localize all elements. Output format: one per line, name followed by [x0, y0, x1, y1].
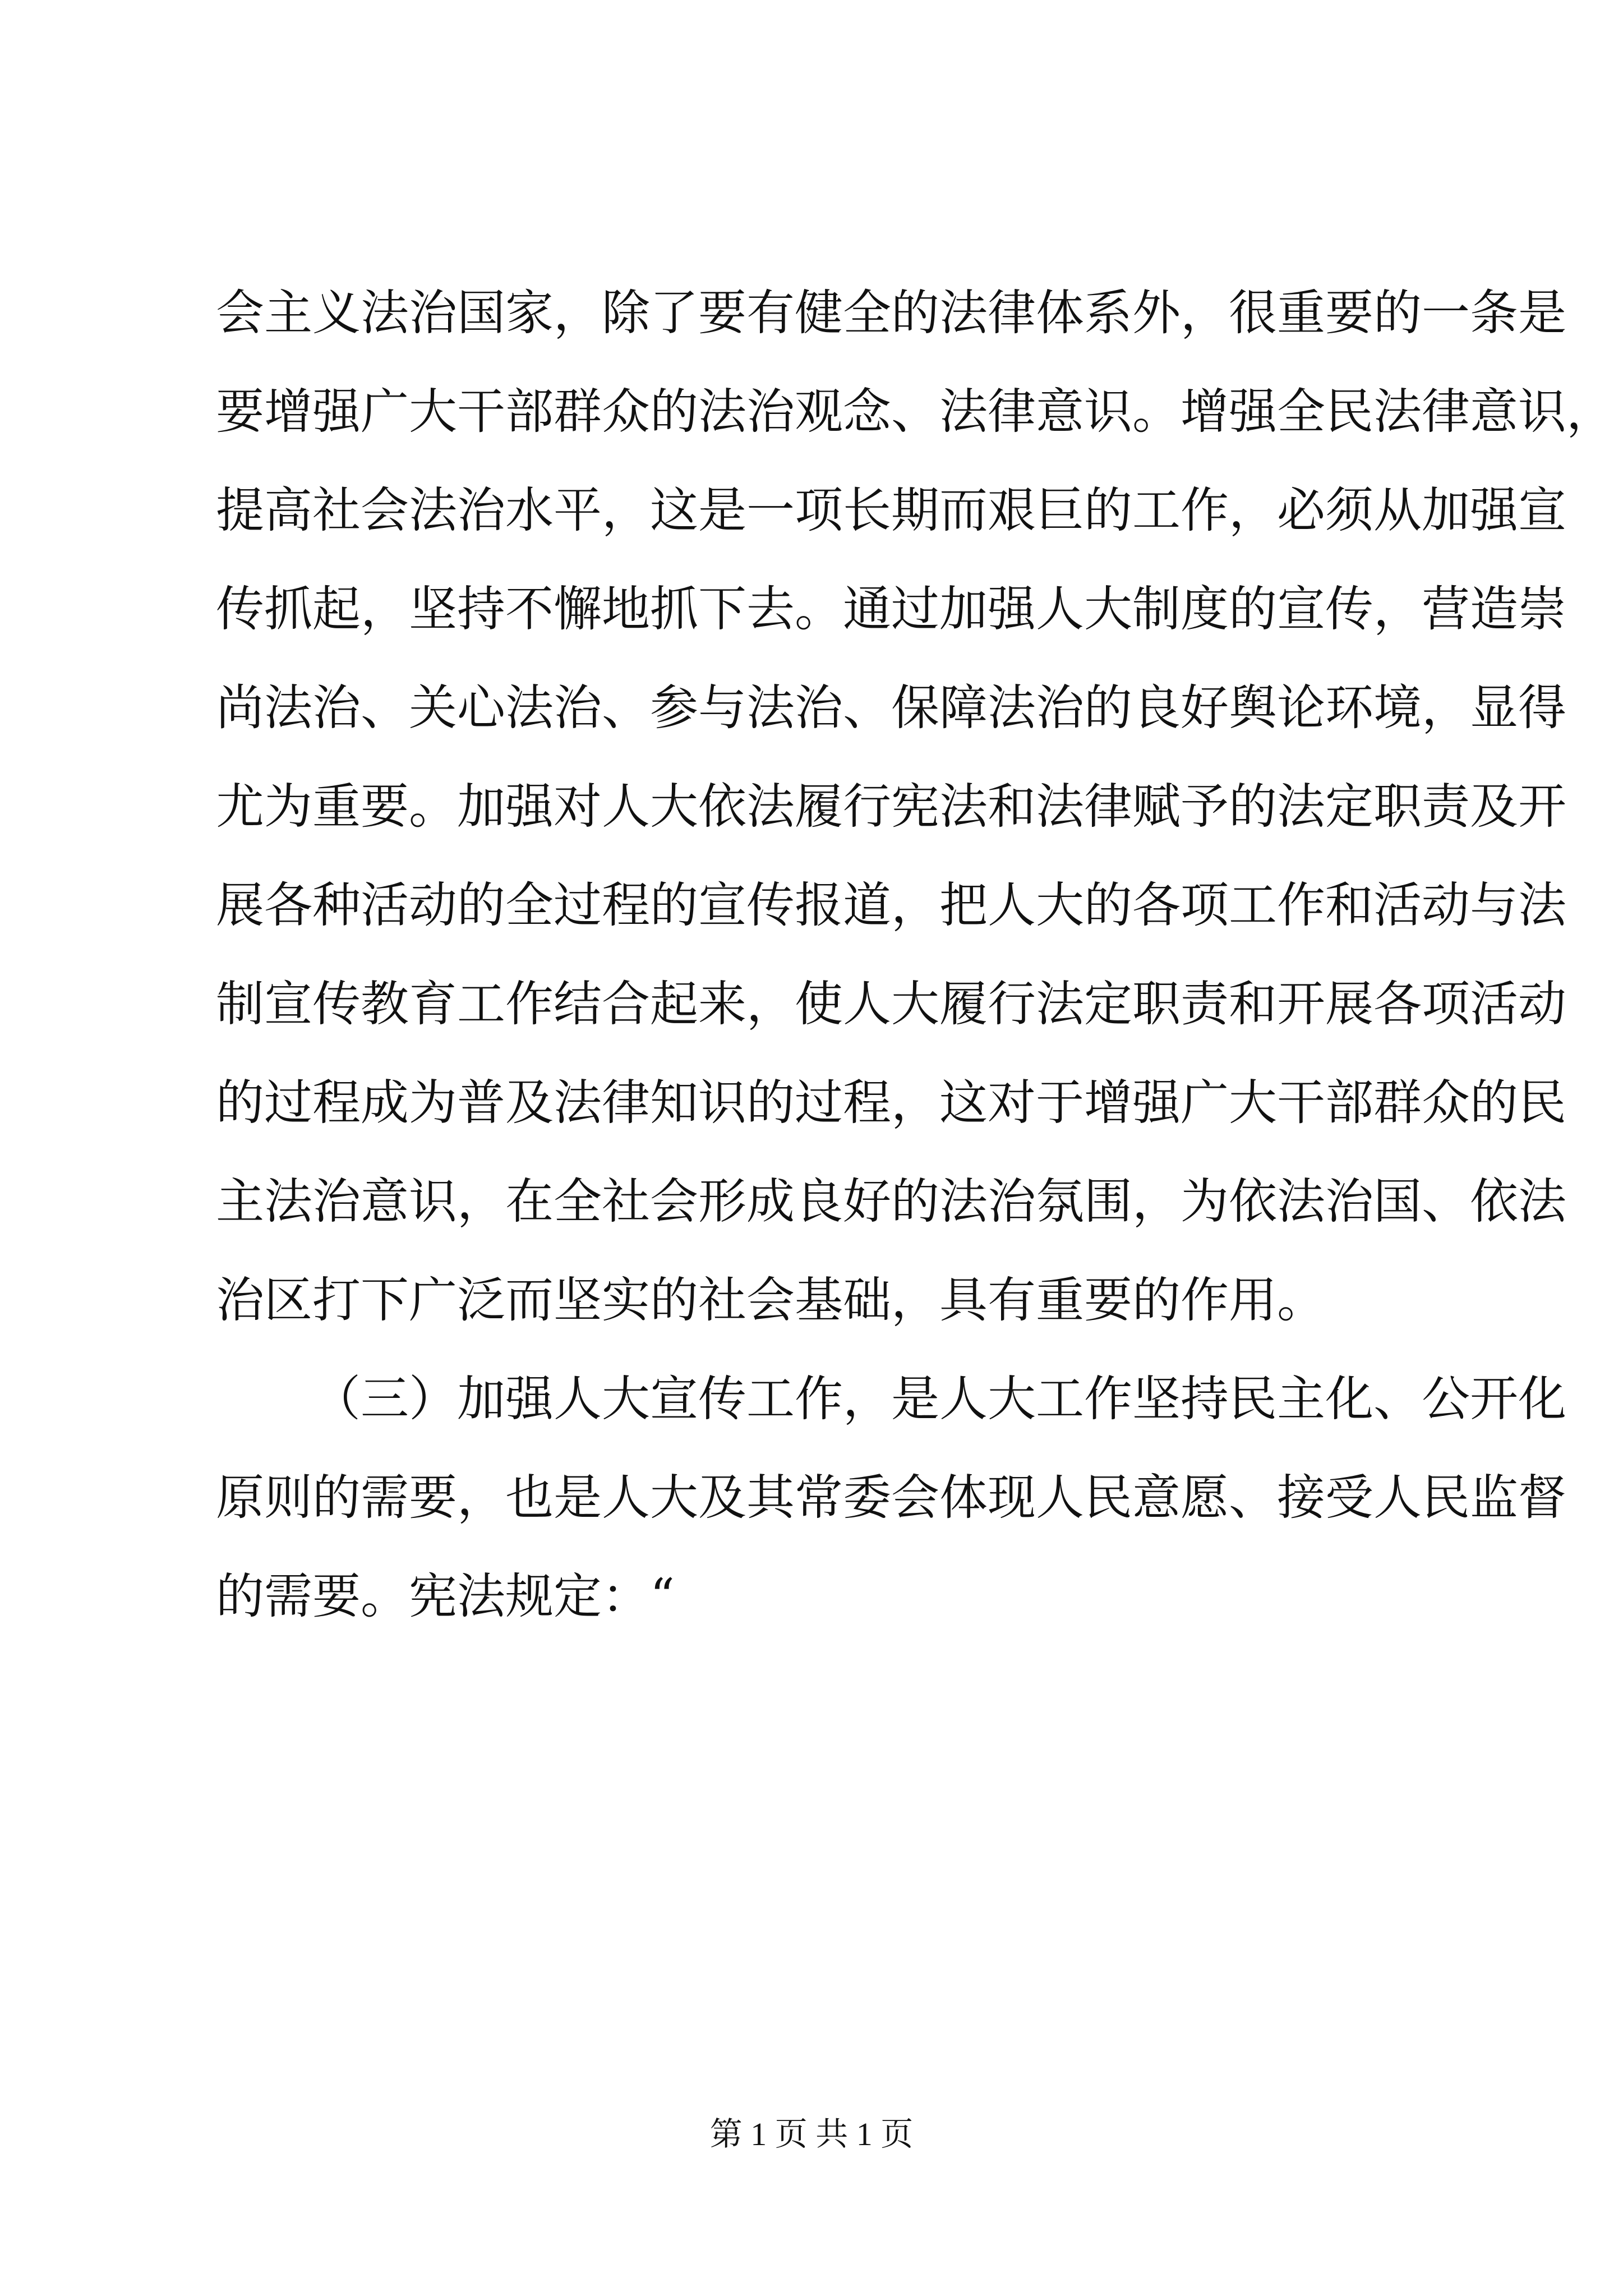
- text-line: 尤为重要。加强对人大依法履行宪法和法律赋予的法定职责及开: [216, 779, 1566, 835]
- text-line: 展各种活动的全过程的宣传报道，把人大的各项工作和活动与法: [216, 877, 1566, 933]
- text-line: 的需要。宪法规定：“: [216, 1568, 675, 1625]
- page-number-footer: 第 1 页 共 1 页: [709, 2116, 914, 2152]
- text-line: 尚法治、关心法治、参与法治、保障法治的良好舆论环境，显得: [216, 680, 1566, 736]
- text-line: 要增强广大干部群众的法治观念、法律意识。增强全民法律意识，: [216, 384, 1615, 440]
- text-line: 的过程成为普及法律知识的过程，这对于增强广大干部群众的民: [216, 1075, 1566, 1131]
- text-line: 会主义法治国家，除了要有健全的法律体系外，很重要的一条是: [216, 285, 1566, 341]
- text-line: 提高社会法治水平，这是一项长期而艰巨的工作，必须从加强宣: [216, 482, 1566, 539]
- text-line: （三）加强人大宣传工作，是人大工作坚持民主化、公开化: [312, 1371, 1566, 1427]
- text-line: 主法治意识，在全社会形成良好的法治氛围，为依法治国、依法: [216, 1174, 1566, 1230]
- text-line: 原则的需要，也是人大及其常委会体现人民意愿、接受人民监督: [216, 1470, 1566, 1526]
- text-line: 制宣传教育工作结合起来，使人大履行法定职责和开展各项活动: [216, 976, 1566, 1032]
- text-line: 治区打下广泛而坚实的社会基础，具有重要的作用。: [216, 1272, 1325, 1328]
- document-body: [216, 264, 1615, 1646]
- text-line: 传抓起，坚持不懈地抓下去。通过加强人大制度的宣传，营造崇: [216, 581, 1566, 637]
